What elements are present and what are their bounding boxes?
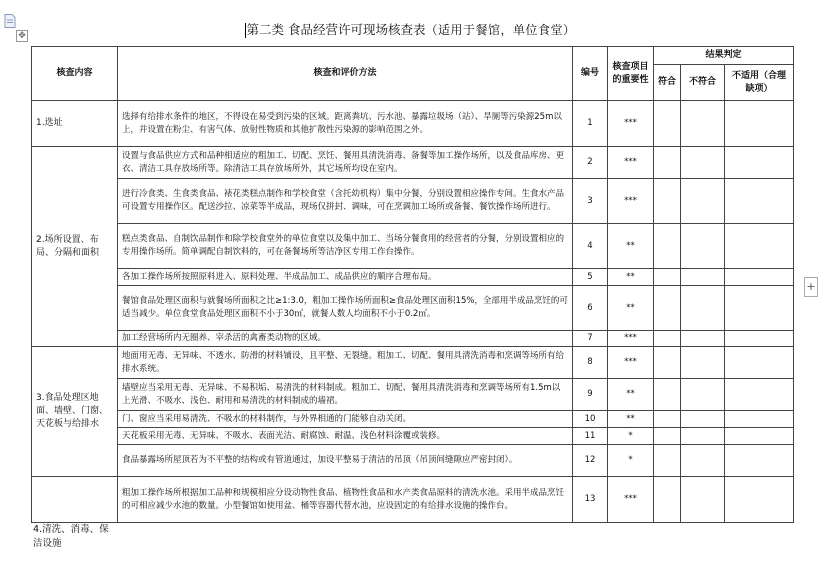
header-nonconform: 不符合 (681, 65, 725, 101)
method-cell: 加工经营场所内无圈养、宰杀活的禽畜类动物的区域。 (118, 331, 573, 347)
text-cursor (245, 23, 246, 38)
method-cell: 墙壁应当采用无毒、无异味、不易积垢、易清洗的材料制成。粗加工、切配、餐用具清洗消毒和烹调等场所有1.5m以上光滑、不吸水、浅色、耐用和易清洗的材料制成的墙裙。 (118, 379, 573, 411)
table-row (32, 445, 794, 477)
method-cell: 粗加工操作场所根据加工品种和规模相应分设动物性食品、植物性食品和水产类食品原料的清洗水池。采用半成品烹饪的可相应减少水池的数量。小型餐馆如使用盆、桶等容器代替水池，应设固定的有给排水设施的操作台。 (118, 477, 573, 523)
title-sub: （适用于餐馆，单位食堂） (425, 23, 576, 37)
number-cell: 9 (573, 379, 608, 411)
category-site: 1.选址 (32, 101, 118, 147)
table-row (32, 224, 794, 269)
nonconform-cell[interactable] (681, 477, 725, 523)
importance-cell: *** (608, 101, 654, 147)
header-no: 编号 (573, 47, 608, 101)
number-cell: 11 (573, 428, 608, 445)
importance-cell: *** (608, 179, 654, 224)
nonconform-cell[interactable] (681, 445, 725, 477)
conform-cell[interactable] (654, 179, 681, 224)
table-row (32, 269, 794, 286)
na-cell[interactable] (725, 477, 794, 523)
method-cell: 门、窗应当采用易清洗、不吸水的材料制作，与外界相通的门能够自动关闭。 (118, 411, 573, 428)
na-cell[interactable] (725, 147, 794, 179)
nonconform-cell[interactable] (681, 331, 725, 347)
header-na: 不适用（合理缺项） (725, 65, 794, 101)
na-cell[interactable] (725, 269, 794, 286)
table-row (32, 101, 794, 147)
number-cell: 7 (573, 331, 608, 347)
number-cell: 4 (573, 224, 608, 269)
method-cell: 餐馆食品处理区面积与就餐场所面积之比≥1:3.0，粗加工操作场所面积≥食品处理区面积15%，全部用半成品烹饪的可适当减少。单位食堂食品处理区面积不小于30㎡，就餐人数人均面积不小于0.2㎡。 (118, 286, 573, 331)
conform-cell[interactable] (654, 428, 681, 445)
inspection-table (31, 46, 794, 523)
nonconform-cell[interactable] (681, 428, 725, 445)
method-cell: 选择有给排水条件的地区，不得设在易受到污染的区域。距离粪坑、污水池、暴露垃圾场（站）、旱厕等污染源25m以上，并设置在粉尘、有害气体、放射性物质和其他扩散性污染源的影响范围之外。 (118, 101, 573, 147)
table-row (32, 411, 794, 428)
conform-cell[interactable] (654, 147, 681, 179)
table-row (32, 331, 794, 347)
method-cell: 地面用无毒、无异味、不透水、防滑的材料铺设，且平整、无裂缝。粗加工、切配、餐用具清洗消毒和烹调等场所有给排水系统。 (118, 347, 573, 379)
table-row (32, 347, 794, 379)
nonconform-cell[interactable] (681, 147, 725, 179)
footnote-category: 4.清洗、消毒、保洁设施 (33, 524, 109, 549)
importance-cell: * (608, 428, 654, 445)
nonconform-cell[interactable] (681, 379, 725, 411)
conform-cell[interactable] (654, 224, 681, 269)
na-cell[interactable] (725, 179, 794, 224)
conform-cell[interactable] (654, 445, 681, 477)
header-item: 核查内容 (32, 47, 118, 101)
table-row (32, 428, 794, 445)
method-cell: 进行冷食类、生食类食品、裱花类糕点制作和学校食堂（含托幼机构）集中分餐，分别设置相应操作专间。生食水产品可设置专用操作区。配送沙拉、凉菜等半成品，现场仅拼封、调味，可在烹调加工场所或备餐、餐饮操作场所进行。 (118, 179, 573, 224)
importance-cell: *** (608, 331, 654, 347)
conform-cell[interactable] (654, 411, 681, 428)
header-result-group: 结果判定 (654, 47, 794, 65)
importance-cell: *** (608, 347, 654, 379)
header-conform: 符合 (654, 65, 681, 101)
conform-cell[interactable] (654, 347, 681, 379)
category-processing: 3.食品处理区地面、墙壁、门窗、天花板与给排水 (32, 347, 118, 477)
table-row (32, 179, 794, 224)
conform-cell[interactable] (654, 269, 681, 286)
method-cell: 食品暴露场所屋顶若为不平整的结构或有管道通过，加设平整易于清洁的吊顶（吊顶间缝隙应严密封闭）。 (118, 445, 573, 477)
na-cell[interactable] (725, 347, 794, 379)
title-main: 第二类 食品经营许可现场核查表 (246, 22, 426, 37)
number-cell: 2 (573, 147, 608, 179)
header-importance: 核查项目的重要性 (608, 47, 654, 101)
conform-cell[interactable] (654, 101, 681, 147)
number-cell: 5 (573, 269, 608, 286)
table-row (32, 147, 794, 179)
conform-cell[interactable] (654, 477, 681, 523)
table-row (32, 379, 794, 411)
importance-cell: *** (608, 477, 654, 523)
importance-cell: ** (608, 379, 654, 411)
conform-cell[interactable] (654, 286, 681, 331)
na-cell[interactable] (725, 428, 794, 445)
header-method: 核查和评价方法 (118, 47, 573, 101)
table-row (32, 286, 794, 331)
nonconform-cell[interactable] (681, 224, 725, 269)
number-cell: 8 (573, 347, 608, 379)
importance-cell: ** (608, 224, 654, 269)
category-layout: 2.场所设置、布局、分隔和面积 (32, 147, 118, 347)
nonconform-cell[interactable] (681, 179, 725, 224)
na-cell[interactable] (725, 445, 794, 477)
na-cell[interactable] (725, 331, 794, 347)
nonconform-cell[interactable] (681, 286, 725, 331)
number-cell: 13 (573, 477, 608, 523)
number-cell: 1 (573, 101, 608, 147)
page-title (0, 20, 820, 38)
method-cell: 设置与食品供应方式和品种相适应的粗加工、切配、烹饪、餐用具清洗消毒、备餐等加工操作场所，以及食品库房、更衣、清洁工具存放场所等。除清洁工具存放场所外，其它场所均设在室内。 (118, 147, 573, 179)
nonconform-cell[interactable] (681, 101, 725, 147)
conform-cell[interactable] (654, 379, 681, 411)
na-cell[interactable] (725, 286, 794, 331)
importance-cell: ** (608, 286, 654, 331)
number-cell: 3 (573, 179, 608, 224)
importance-cell: ** (608, 411, 654, 428)
na-cell[interactable] (725, 411, 794, 428)
nonconform-cell[interactable] (681, 269, 725, 286)
importance-cell: *** (608, 147, 654, 179)
number-cell: 10 (573, 411, 608, 428)
method-cell: 天花板采用无毒、无异味、不吸水、表面光洁、耐腐蚀、耐温、浅色材料涂覆或装修。 (118, 428, 573, 445)
na-cell[interactable] (725, 101, 794, 147)
nonconform-cell[interactable] (681, 347, 725, 379)
table-add-column-handle[interactable]: + (804, 277, 818, 297)
number-cell: 12 (573, 445, 608, 477)
importance-cell: * (608, 445, 654, 477)
table-row (32, 477, 794, 523)
number-cell: 6 (573, 286, 608, 331)
conform-cell[interactable] (654, 331, 681, 347)
category-empty (32, 477, 118, 523)
na-cell[interactable] (725, 224, 794, 269)
nonconform-cell[interactable] (681, 411, 725, 428)
method-cell: 各加工操作场所按照原料进入、原料处理、半成品加工、成品供应的顺序合理布局。 (118, 269, 573, 286)
importance-cell: ** (608, 269, 654, 286)
table-move-handle[interactable]: ✥ (16, 30, 28, 42)
method-cell: 糕点类食品、自制饮品制作和除学校食堂外的单位食堂以及集中加工、当场分餐食用的经营者的分餐，分别设置相应的专用操作场所。简单调配自制饮料的，可在备餐场所等洁净区专用工作台操作。 (118, 224, 573, 269)
na-cell[interactable] (725, 379, 794, 411)
